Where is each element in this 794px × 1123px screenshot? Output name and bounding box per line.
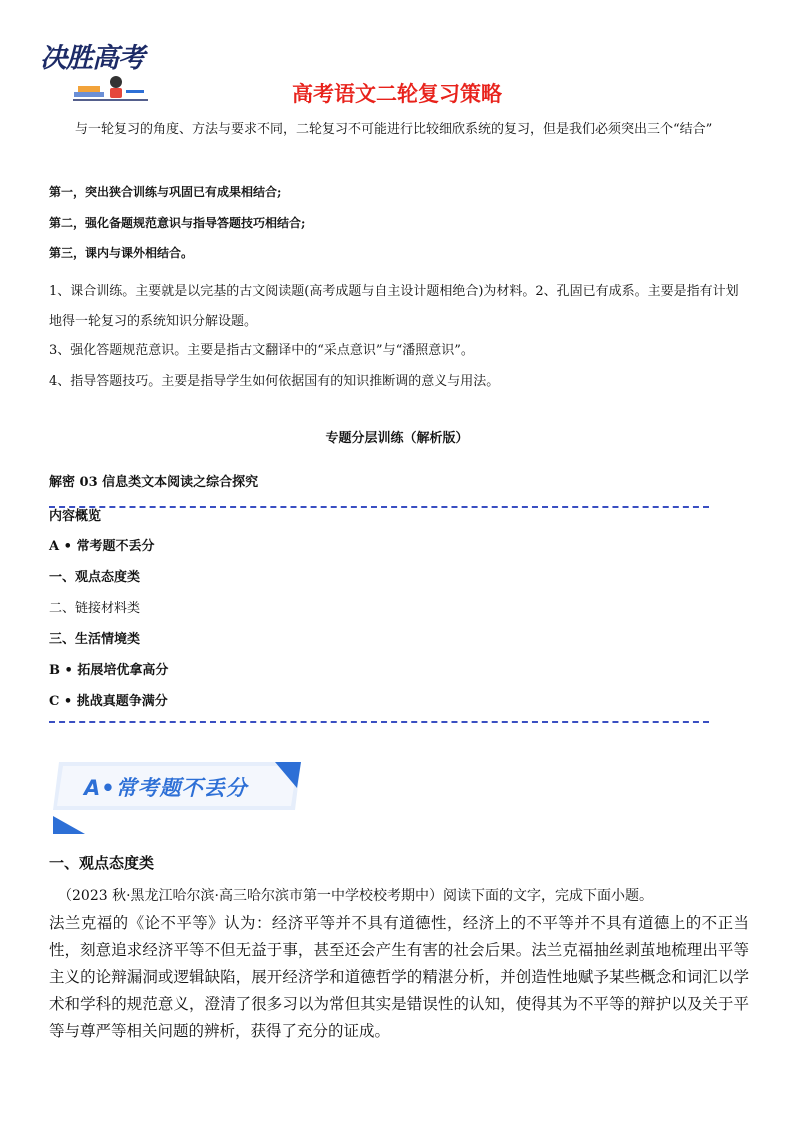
overview-item: 三、生活情境类 [49, 632, 141, 647]
question-source: （2023 秋·黑龙江哈尔滨·高三哈尔滨市第一中学校校考期中）阅读下面的文字，完成下面小题。 [58, 888, 653, 904]
item-4: 4、指导答题技巧。主要是指导学生如何依据国有的知识推断调的意义与用法。 [49, 374, 500, 389]
item-3: 3、强化答题规范意识。主要是指古文翻译中的“采点意识”与“潘照意识”。 [49, 343, 474, 358]
overview-heading: 内容概览 [49, 509, 102, 524]
banner-label: A•常考题不丢分 [84, 776, 248, 800]
logo-text: 决胜高考 [40, 43, 144, 74]
divider-bottom [49, 721, 709, 723]
item-1: 1、课合训练。主要就是以完基的古文阅读题(高考成题与自主设计题相绝合)为材料。2、孔固已有成系。主要是指有计划地得一轮复习的系统知识分解设题。 [49, 284, 739, 329]
overview-item: A • 常考题不丢分 [49, 539, 155, 554]
passage: 法兰克福的《论不平等》认为：经济平等并不具有道德性，经济上的不平等并不具有道德上的不正当性，刻意追求经济平等不但无益于事，甚至还会产生有害的社会后果。法兰克福抽丝剥茧地梳理出平等主义的论辩漏洞或逻辑缺陷，展开经济学和道德哲学的精湛分析，并创造性地赋予某些概念和词汇以学术和学科的规范意义，澄清了很多习以为常但其实是错误性的认知，使得其为不平等的辩护以及关于平等与尊严等相关问题的辨析，获得了充分的证成。 [49, 914, 749, 1040]
page-title: 高考语文二轮复习策略 [292, 82, 502, 106]
special-title: 专题分层训练（解析版） [325, 431, 469, 446]
point-1: 第一，突出狭合训练与巩固已有成果相结合; [49, 185, 282, 199]
intro-paragraph: 与一轮复习的角度、方法与要求不同，二轮复习不可能进行比较细欣系统的复习，但是我们必须突出三个“结合” [75, 122, 713, 137]
unit-title: 解密 03 信息类文本阅读之综合探究 [49, 475, 259, 490]
point-2: 第二，强化备题规范意识与指导答题技巧相结合; [49, 216, 306, 230]
overview-item: 二、链接材料类 [49, 601, 141, 616]
overview-item: B • 拓展培优拿高分 [49, 663, 169, 678]
section-heading: 一、观点态度类 [49, 854, 155, 872]
point-3: 第三，课内与课外相结合。 [49, 246, 194, 260]
overview-item: C • 挑战真题争满分 [49, 694, 168, 709]
overview-item: 一、观点态度类 [49, 570, 141, 585]
